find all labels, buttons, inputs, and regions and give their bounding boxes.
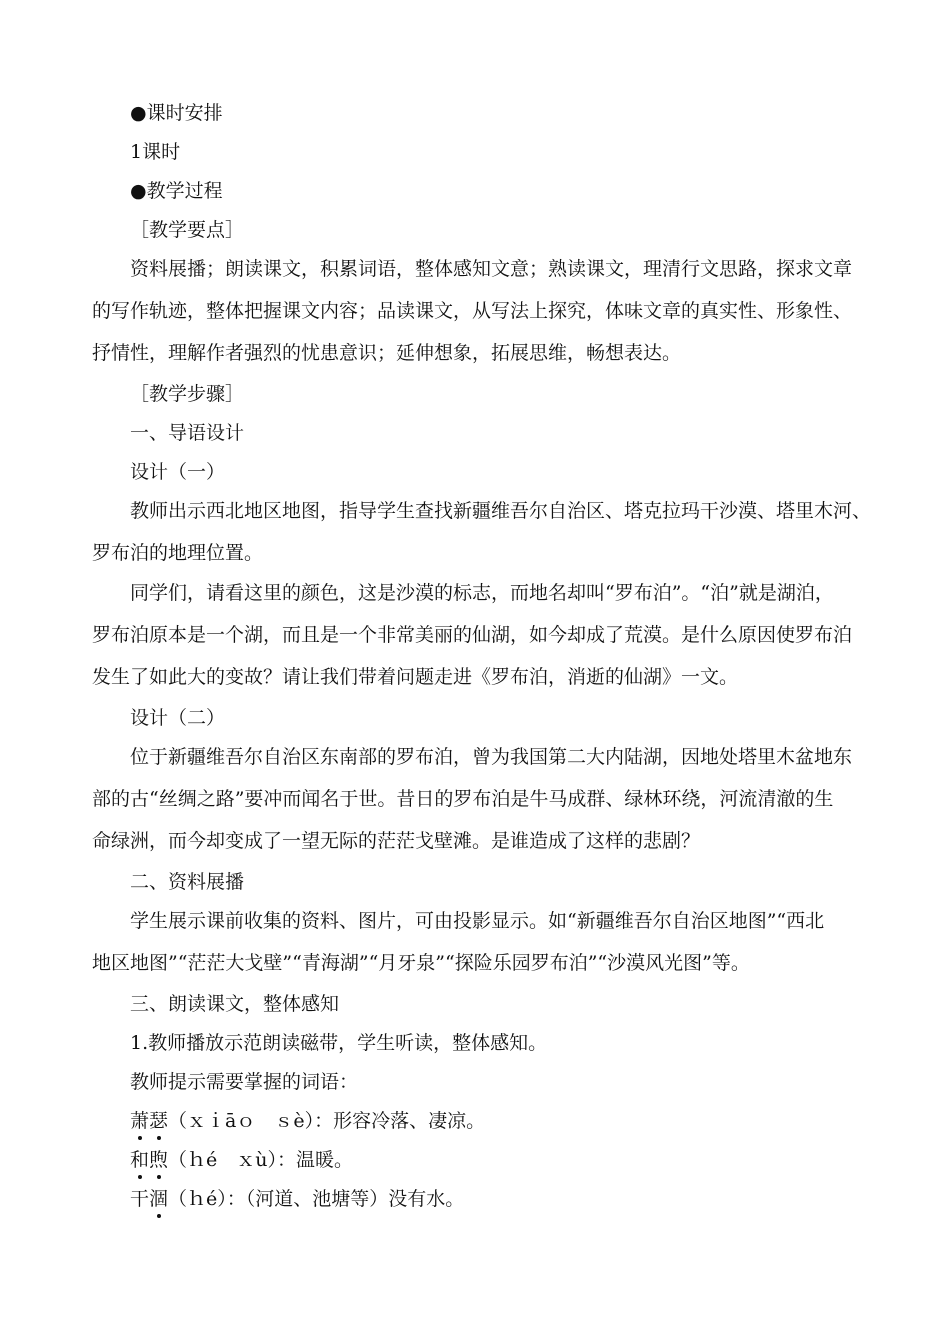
vocab-meaning: ：温暖。 bbox=[277, 1149, 354, 1171]
vocab-pinyin: （ｈé ｘù） bbox=[168, 1149, 278, 1171]
step2-paragraph-line: 地区地图”“茫茫大戈壁”“青海湖”“月牙泉”“探险乐园罗布泊”“沙漠风光图”等。 bbox=[92, 952, 750, 974]
vocab-meaning: ：形容冷落、凄凉。 bbox=[314, 1110, 486, 1132]
vocab-word-char: 和 bbox=[130, 1149, 150, 1171]
schedule-value: 1课时 bbox=[130, 141, 181, 163]
design1-paragraph-line: 教师出示西北地区地图，指导学生查找新疆维吾尔自治区、塔克拉玛干沙漠、塔里木河、 bbox=[130, 500, 872, 522]
design1-heading: 设计（一） bbox=[130, 461, 226, 483]
design1-paragraph-line: 罗布泊的地理位置。 bbox=[92, 542, 264, 564]
design1-paragraph-line: 发生了如此大的变故？请让我们带着问题走进《罗布泊，消逝的仙湖》一文。 bbox=[92, 666, 739, 688]
vocab-intro: 教师提示需要掌握的词语： bbox=[130, 1071, 359, 1093]
design2-paragraph-line: 命绿洲，而今却变成了一望无际的茫茫戈壁滩。是谁造成了这样的悲剧？ bbox=[92, 830, 701, 852]
schedule-heading: ●课时安排 bbox=[130, 102, 223, 124]
vocab-word-char: 煦 bbox=[149, 1149, 169, 1171]
vocab-word-char: 瑟 bbox=[149, 1110, 169, 1132]
step3-heading: 三、朗读课文，整体感知 bbox=[130, 993, 340, 1015]
design1-paragraph-line: 罗布泊原本是一个湖，而且是一个非常美丽的仙湖，如今却成了荒漠。是什么原因使罗布泊 bbox=[92, 624, 853, 646]
vocab-entry bbox=[130, 1108, 485, 1134]
vocab-pinyin: （ｘｉāｏ ｓè） bbox=[168, 1110, 315, 1132]
key-points-heading: ［教学要点］ bbox=[130, 219, 245, 241]
design2-paragraph-line: 部的古“丝绸之路”要冲而闻名于世。昔日的罗布泊是牛马成群、绿林环绕，河流清澈的生 bbox=[92, 788, 834, 810]
design2-paragraph-line: 位于新疆维吾尔自治区东南部的罗布泊，曾为我国第二大内陆湖，因地处塔里木盆地东 bbox=[130, 746, 853, 768]
step2-heading: 二、资料展播 bbox=[130, 871, 245, 893]
vocab-pinyin: （ｈé） bbox=[168, 1188, 227, 1210]
key-points-line: 资料展播；朗读课文，积累词语，整体感知文意；熟读课文，理清行文思路，探求文章 bbox=[130, 258, 853, 280]
design1-paragraph-line: 同学们，请看这里的颜色，这是沙漠的标志，而地名却叫“罗布泊”。“泊”就是湖泊， bbox=[130, 582, 834, 604]
step1-heading: 一、导语设计 bbox=[130, 422, 245, 444]
vocab-entry bbox=[130, 1186, 464, 1212]
step3-item: 1.教师播放示范朗读磁带，学生听读，整体感知。 bbox=[130, 1032, 548, 1054]
steps-heading: ［教学步骤］ bbox=[130, 383, 245, 405]
vocab-word-char: 涸 bbox=[149, 1188, 169, 1210]
vocab-meaning: ：（河道、池塘等）没有水。 bbox=[226, 1188, 465, 1210]
vocab-word-char: 萧 bbox=[130, 1110, 150, 1132]
key-points-line: 的写作轨迹，整体把握课文内容；品读课文，从写法上探究，体味文章的真实性、形象性、 bbox=[92, 300, 853, 322]
vocab-entry bbox=[130, 1147, 353, 1173]
vocab-word-char: 干 bbox=[130, 1188, 150, 1210]
key-points-line: 抒情性，理解作者强烈的忧患意识；延伸想象，拓展思维，畅想表达。 bbox=[92, 342, 682, 364]
design2-heading: 设计（二） bbox=[130, 707, 226, 729]
step2-paragraph-line: 学生展示课前收集的资料、图片，可由投影显示。如“新疆维吾尔自治区地图”“西北 bbox=[130, 910, 825, 932]
process-heading: ●教学过程 bbox=[130, 180, 223, 202]
